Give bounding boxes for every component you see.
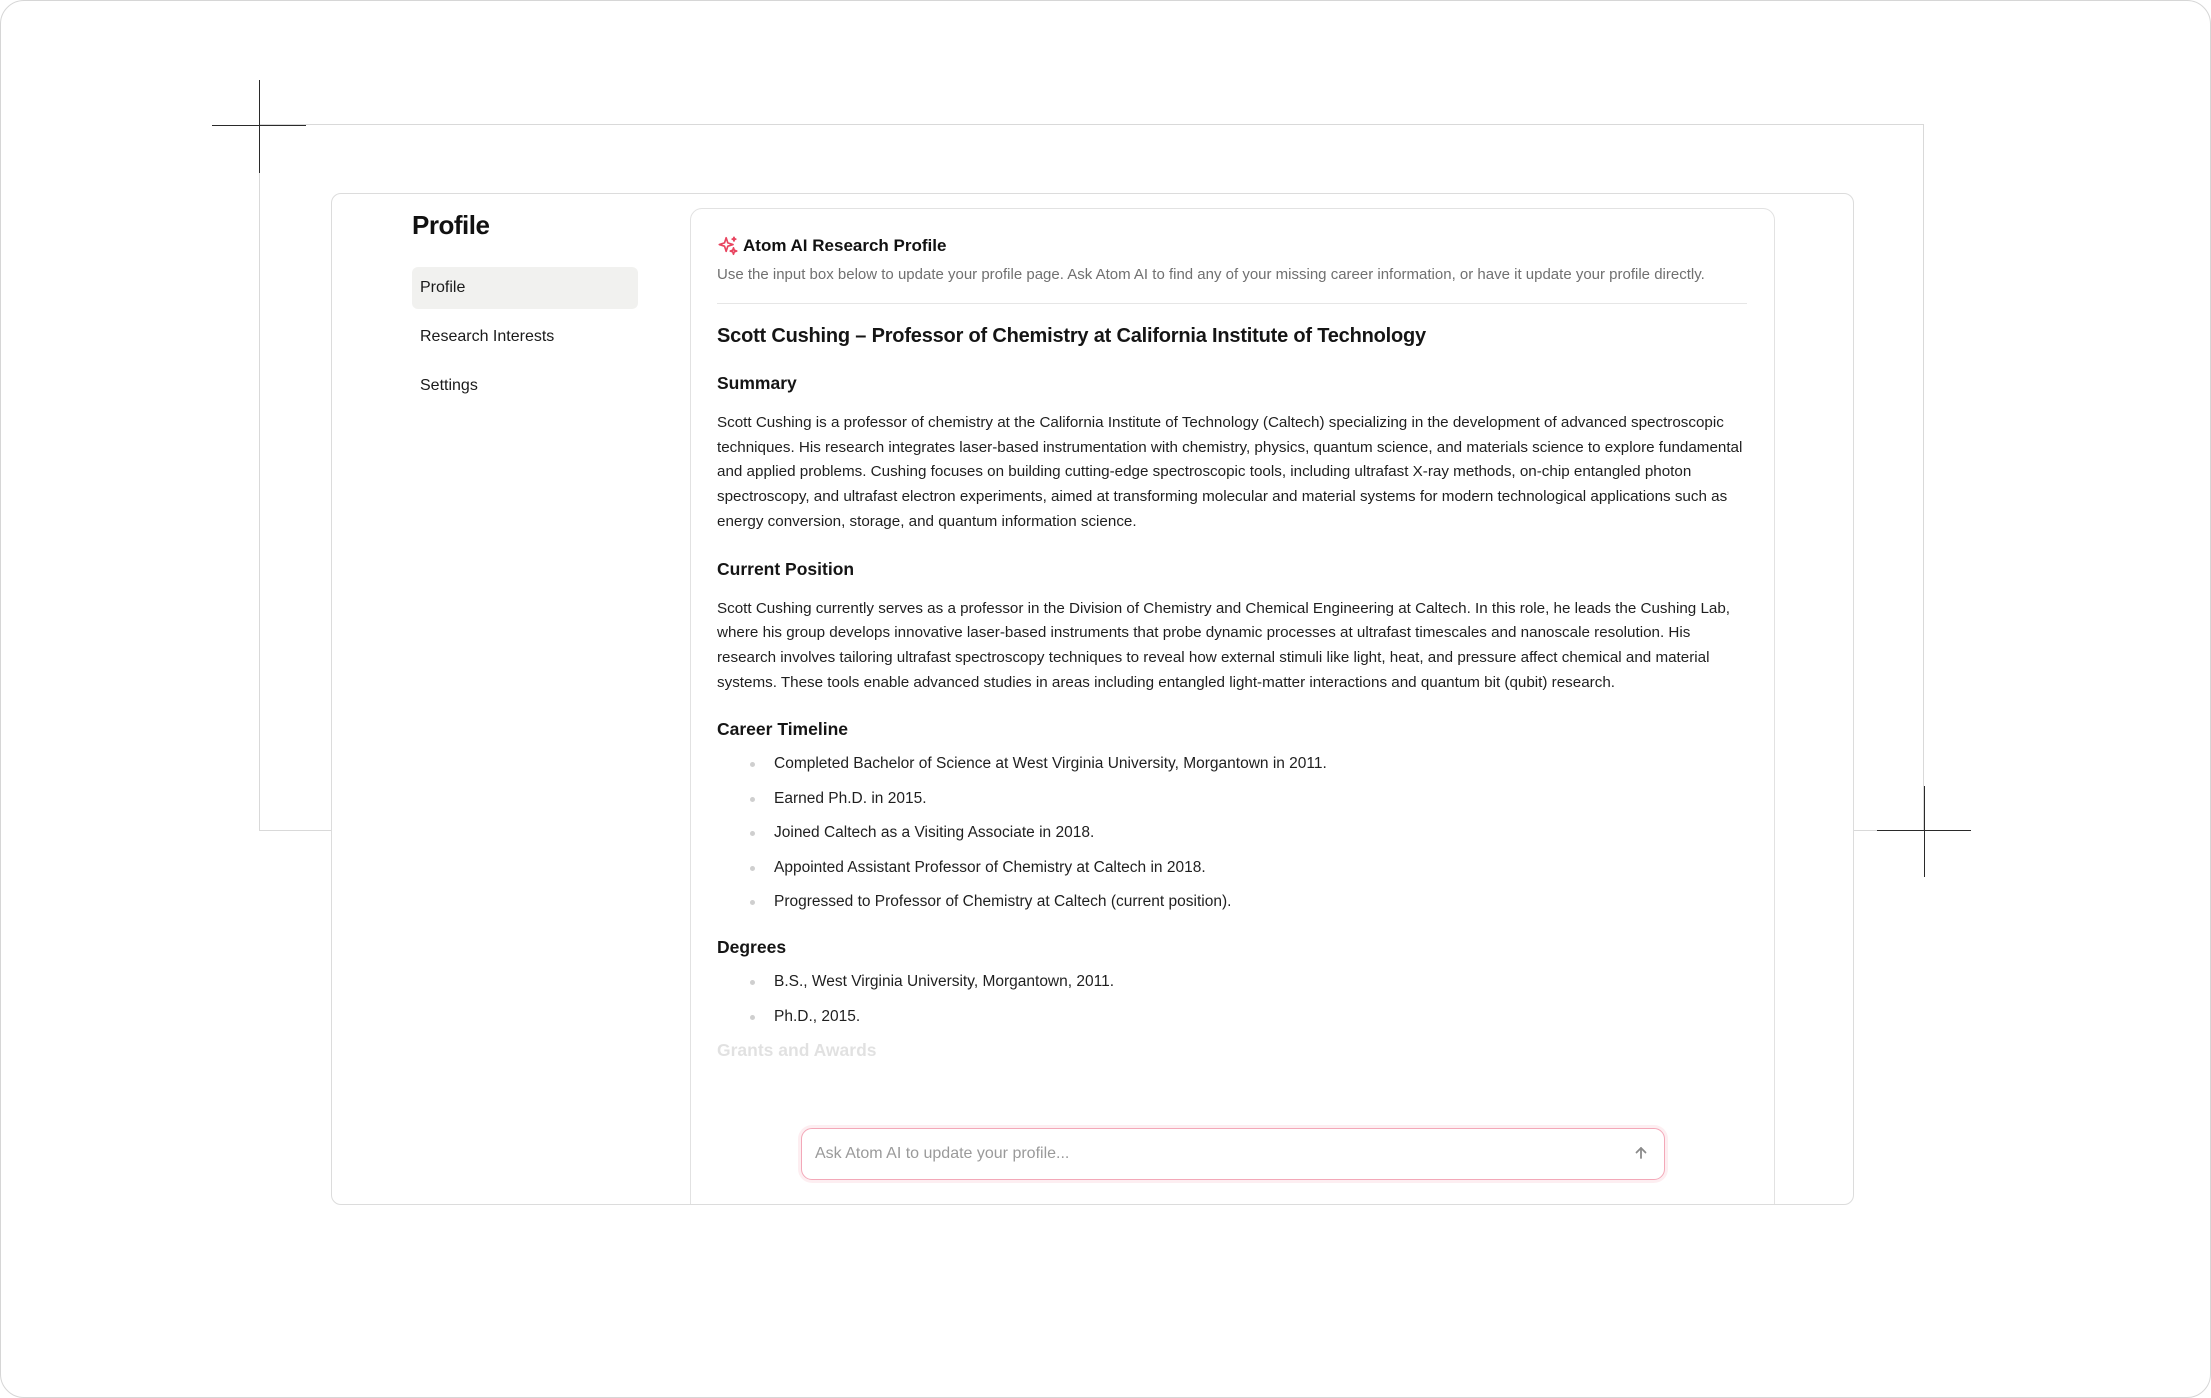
profile-panel <box>690 208 1775 1205</box>
divider <box>717 303 1747 304</box>
ai-header <box>717 235 1747 257</box>
send-button[interactable] <box>1630 1142 1652 1164</box>
ask-ai-box <box>801 1128 1665 1180</box>
sidebar-item-profile[interactable]: Profile <box>412 267 638 309</box>
profile-app <box>331 193 1854 1205</box>
list-item: B.S., West Virginia University, Morgantown, 2011. <box>750 971 1747 993</box>
ai-panel-description: Use the input box below to update your profile page. Ask Atom AI to find any of your missing career information, or have it update your profile directly. <box>717 266 1705 283</box>
list-item: Progressed to Professor of Chemistry at Caltech (current position). <box>750 891 1747 913</box>
career-timeline-list <box>717 753 1747 913</box>
sidebar-item-research-interests[interactable]: Research Interests <box>420 328 555 345</box>
summary-title: Summary <box>717 373 797 393</box>
profile-content <box>717 235 1747 1061</box>
current-position-title: Current Position <box>717 558 855 579</box>
ai-panel-title: Atom AI Research Profile <box>743 236 947 255</box>
current-position-text: Scott Cushing currently serves as a professor in the Division of Chemistry and Chemical Engineering at Caltech. In this role, he leads the Cushing Lab, where his group develops innovative laser-based instruments that probe dynamic processes at ultrafast timescales and nanoscale resolution. His research involves tailoring ultrafast spectroscopy techniques to reveal how external stimuli like light, heat, and pressure affect chemical and material systems. These tools enable advanced studies in areas including entangled light-matter interactions and quantum bit (qubit) research. <box>717 599 1731 691</box>
list-item: Completed Bachelor of Science at West Virginia University, Morgantown in 2011. <box>750 753 1747 775</box>
list-item: Joined Caltech as a Visiting Associate in 2018. <box>750 822 1747 844</box>
list-item: Ph.D., 2015. <box>750 1006 1747 1028</box>
list-item: Earned Ph.D. in 2015. <box>750 788 1747 810</box>
degrees-list <box>717 971 1747 1028</box>
list-item: Appointed Assistant Professor of Chemistry at Caltech in 2018. <box>750 857 1747 879</box>
ask-ai-input[interactable] <box>815 1129 1595 1178</box>
profile-heading: Scott Cushing – Professor of Chemistry at California Institute of Technology <box>717 325 1426 347</box>
arrow-up-icon <box>1633 1145 1649 1161</box>
crosshair-top-left-vertical <box>259 80 260 173</box>
degrees-title: Degrees <box>717 937 787 958</box>
sparkle-icon <box>717 235 739 257</box>
crosshair-bottom-right-vertical <box>1924 786 1925 877</box>
career-timeline-title: Career Timeline <box>717 719 848 740</box>
sidebar <box>412 210 638 414</box>
summary-text: Scott Cushing is a professor of chemistry at the California Institute of Technology (Caltech) specializing in the development of advanced spectroscopic techniques. His research integrates laser-based instrumentation with chemistry, physics, quantum science, and materials science to explore fundamental and applied problems. Cushing focuses on building cutting-edge spectroscopic tools, including ultrafast X-ray methods, on-chip entangled photon spectroscopy, and ultrafast electron experiments, aimed at transforming molecular and material systems for modern technological applications such as energy conversion, storage, and quantum information science. <box>717 414 1743 530</box>
grants-awards-title: Grants and Awards <box>717 1040 877 1061</box>
sidebar-item-settings[interactable]: Settings <box>420 377 478 394</box>
page-title: Profile <box>412 210 490 240</box>
